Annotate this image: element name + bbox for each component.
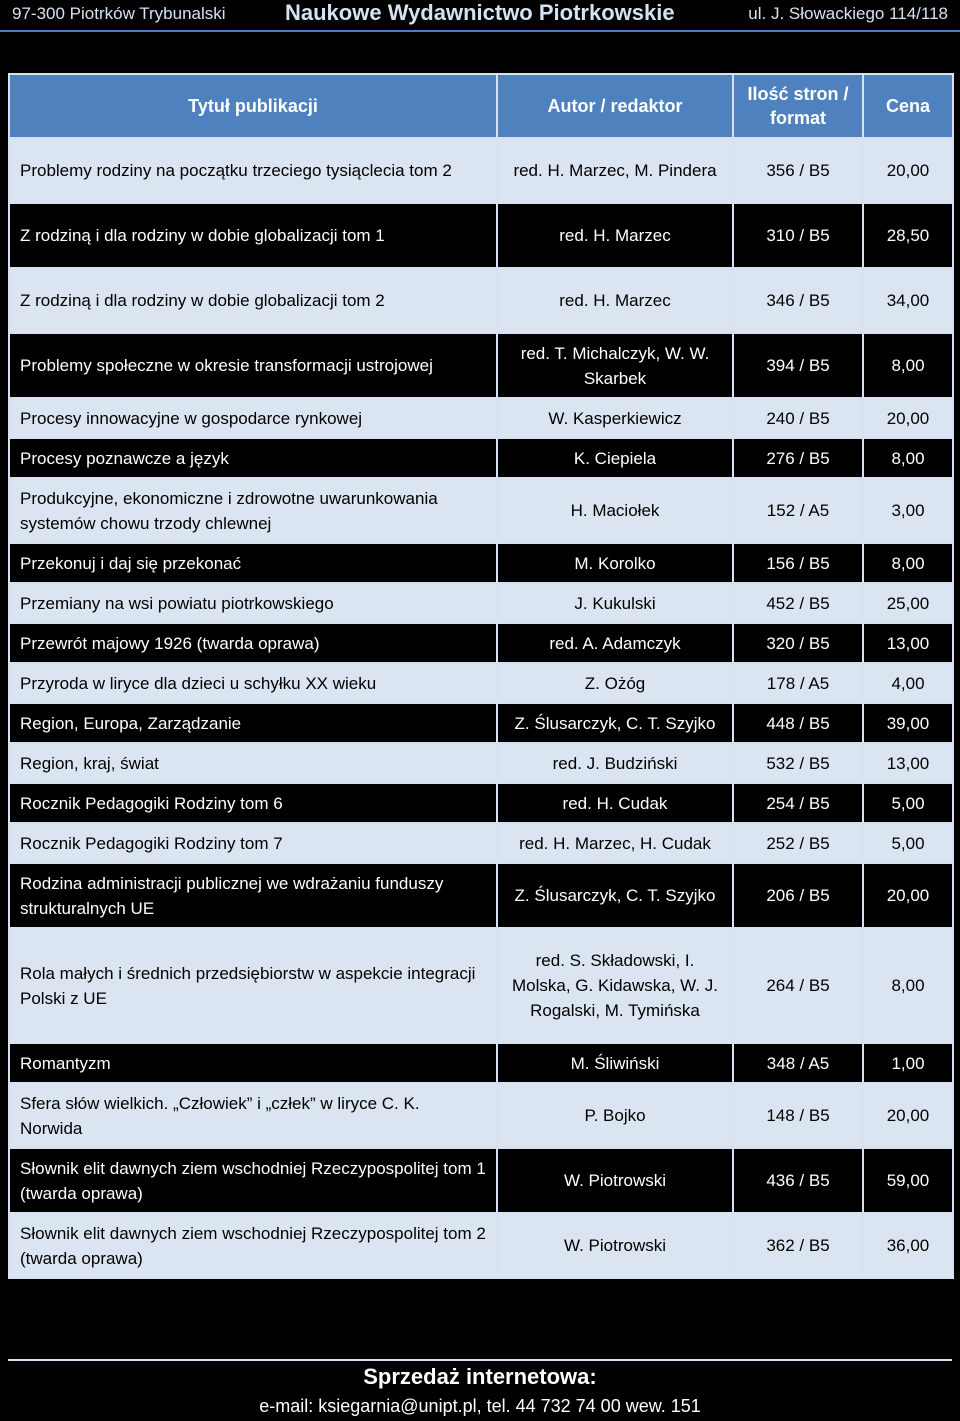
header-street: ul. J. Słowackiego 114/118 — [748, 4, 948, 23]
cell-title: Procesy poznawcze a język — [9, 438, 497, 478]
cell-title: Przekonuj i daj się przekonać — [9, 543, 497, 583]
cell-title: Problemy społeczne w okresie transformacji ustrojowej — [9, 333, 497, 398]
cell-author: red. J. Budziński — [497, 743, 733, 783]
cell-pages: 254 / B5 — [733, 783, 863, 823]
cell-price: 20,00 — [863, 138, 953, 203]
cell-title: Przewrót majowy 1926 (twarda oprawa) — [9, 623, 497, 663]
cell-title: Region, Europa, Zarządzanie — [9, 703, 497, 743]
table-row — [9, 863, 953, 928]
cell-author: M. Śliwiński — [497, 1043, 733, 1083]
cell-pages: 436 / B5 — [733, 1148, 863, 1213]
cell-price: 8,00 — [863, 543, 953, 583]
cell-price: 8,00 — [863, 928, 953, 1043]
cell-pages: 148 / B5 — [733, 1083, 863, 1148]
table-body — [9, 138, 953, 1278]
cell-title: Procesy innowacyjne w gospodarce rynkowej — [9, 398, 497, 438]
cell-price: 36,00 — [863, 1213, 953, 1278]
cell-price: 20,00 — [863, 863, 953, 928]
cell-pages: 320 / B5 — [733, 623, 863, 663]
cell-title: Romantyzm — [9, 1043, 497, 1083]
table-row — [9, 138, 953, 203]
cell-title: Z rodziną i dla rodziny w dobie globalizacji tom 2 — [9, 268, 497, 333]
cell-pages: 240 / B5 — [733, 398, 863, 438]
cell-pages: 276 / B5 — [733, 438, 863, 478]
cell-author: red. H. Marzec, H. Cudak — [497, 823, 733, 863]
table-row — [9, 478, 953, 543]
cell-pages: 452 / B5 — [733, 583, 863, 623]
cell-author: red. T. Michalczyk, W. W. Skarbek — [497, 333, 733, 398]
cell-author: P. Bojko — [497, 1083, 733, 1148]
cell-price: 8,00 — [863, 438, 953, 478]
cell-title: Rocznik Pedagogiki Rodziny tom 7 — [9, 823, 497, 863]
footer-title: Sprzedaż internetowa: — [363, 1364, 597, 1389]
cell-price: 8,00 — [863, 333, 953, 398]
cell-pages: 356 / B5 — [733, 138, 863, 203]
cell-pages: 178 / A5 — [733, 663, 863, 703]
cell-title: Problemy rodziny na początku trzeciego tysiąclecia tom 2 — [9, 138, 497, 203]
table-row — [9, 743, 953, 783]
cell-author: H. Maciołek — [497, 478, 733, 543]
cell-title: Region, kraj, świat — [9, 743, 497, 783]
cell-pages: 348 / A5 — [733, 1043, 863, 1083]
cell-author: Z. Ożóg — [497, 663, 733, 703]
cell-pages: 394 / B5 — [733, 333, 863, 398]
cell-author: Z. Ślusarczyk, C. T. Szyjko — [497, 863, 733, 928]
cell-price: 25,00 — [863, 583, 953, 623]
cell-author: J. Kukulski — [497, 583, 733, 623]
publications-table — [8, 73, 954, 1279]
table-row — [9, 823, 953, 863]
cell-price: 5,00 — [863, 783, 953, 823]
footer-contact: e-mail: ksiegarnia@unipt.pl, tel. 44 732 74 00 wew. 151 — [259, 1396, 701, 1416]
cell-author: red. H. Marzec — [497, 203, 733, 268]
table-row — [9, 438, 953, 478]
page-header — [0, 0, 960, 32]
cell-author: red. A. Adamczyk — [497, 623, 733, 663]
table-row — [9, 1213, 953, 1278]
cell-author: W. Piotrowski — [497, 1213, 733, 1278]
table-row — [9, 543, 953, 583]
cell-author: red. H. Marzec, M. Pindera — [497, 138, 733, 203]
cell-price: 20,00 — [863, 1083, 953, 1148]
column-header-title: Tytuł publikacji — [9, 74, 497, 138]
cell-pages: 448 / B5 — [733, 703, 863, 743]
cell-pages: 310 / B5 — [733, 203, 863, 268]
cell-title: Słownik elit dawnych ziem wschodniej Rzeczypospolitej tom 1 (twarda oprawa) — [9, 1148, 497, 1213]
cell-price: 13,00 — [863, 623, 953, 663]
cell-author: red. S. Składowski, I. Molska, G. Kidawska, W. J. Rogalski, M. Tymińska — [497, 928, 733, 1043]
cell-price: 5,00 — [863, 823, 953, 863]
table-row — [9, 1043, 953, 1083]
column-header-author: Autor / redaktor — [497, 74, 733, 138]
cell-price: 3,00 — [863, 478, 953, 543]
cell-author: M. Korolko — [497, 543, 733, 583]
table-header-row — [9, 74, 953, 138]
table-row — [9, 623, 953, 663]
cell-price: 4,00 — [863, 663, 953, 703]
cell-pages: 206 / B5 — [733, 863, 863, 928]
cell-author: W. Kasperkiewicz — [497, 398, 733, 438]
cell-price: 1,00 — [863, 1043, 953, 1083]
cell-pages: 264 / B5 — [733, 928, 863, 1043]
cell-author: red. H. Cudak — [497, 783, 733, 823]
cell-title: Słownik elit dawnych ziem wschodniej Rzeczypospolitej tom 2 (twarda oprawa) — [9, 1213, 497, 1278]
table-row — [9, 398, 953, 438]
cell-title: Sfera słów wielkich. „Człowiek” i „człek” w liryce C. K. Norwida — [9, 1083, 497, 1148]
cell-price: 59,00 — [863, 1148, 953, 1213]
table-row — [9, 268, 953, 333]
cell-pages: 346 / B5 — [733, 268, 863, 333]
cell-title: Rocznik Pedagogiki Rodziny tom 6 — [9, 783, 497, 823]
cell-pages: 152 / A5 — [733, 478, 863, 543]
cell-author: Z. Ślusarczyk, C. T. Szyjko — [497, 703, 733, 743]
column-header-pages: Ilość stron / format — [733, 74, 863, 138]
cell-pages: 252 / B5 — [733, 823, 863, 863]
cell-price: 34,00 — [863, 268, 953, 333]
header-publisher: Naukowe Wydawnictwo Piotrkowskie — [285, 0, 675, 25]
cell-author: W. Piotrowski — [497, 1148, 733, 1213]
cell-title: Produkcyjne, ekonomiczne i zdrowotne uwarunkowania systemów chowu trzody chlewnej — [9, 478, 497, 543]
table-row — [9, 703, 953, 743]
table-row — [9, 583, 953, 623]
footer-divider — [8, 1359, 952, 1361]
cell-price: 20,00 — [863, 398, 953, 438]
cell-pages: 362 / B5 — [733, 1213, 863, 1278]
table-row — [9, 783, 953, 823]
cell-price: 28,50 — [863, 203, 953, 268]
cell-title: Z rodziną i dla rodziny w dobie globalizacji tom 1 — [9, 203, 497, 268]
table-row — [9, 1148, 953, 1213]
cell-pages: 532 / B5 — [733, 743, 863, 783]
table-row — [9, 1083, 953, 1148]
column-header-price: Cena — [863, 74, 953, 138]
table-row — [9, 333, 953, 398]
table-row — [9, 203, 953, 268]
cell-title: Rola małych i średnich przedsiębiorstw w aspekcie integracji Polski z UE — [9, 928, 497, 1043]
cell-price: 13,00 — [863, 743, 953, 783]
header-address: 97-300 Piotrków Trybunalski — [12, 4, 226, 23]
cell-title: Rodzina administracji publicznej we wdrażaniu funduszy strukturalnych UE — [9, 863, 497, 928]
cell-author: red. H. Marzec — [497, 268, 733, 333]
table-row — [9, 928, 953, 1043]
cell-pages: 156 / B5 — [733, 543, 863, 583]
table-row — [9, 663, 953, 703]
cell-title: Przyroda w liryce dla dzieci u schyłku XX wieku — [9, 663, 497, 703]
cell-price: 39,00 — [863, 703, 953, 743]
cell-author: K. Ciepiela — [497, 438, 733, 478]
cell-title: Przemiany na wsi powiatu piotrkowskiego — [9, 583, 497, 623]
